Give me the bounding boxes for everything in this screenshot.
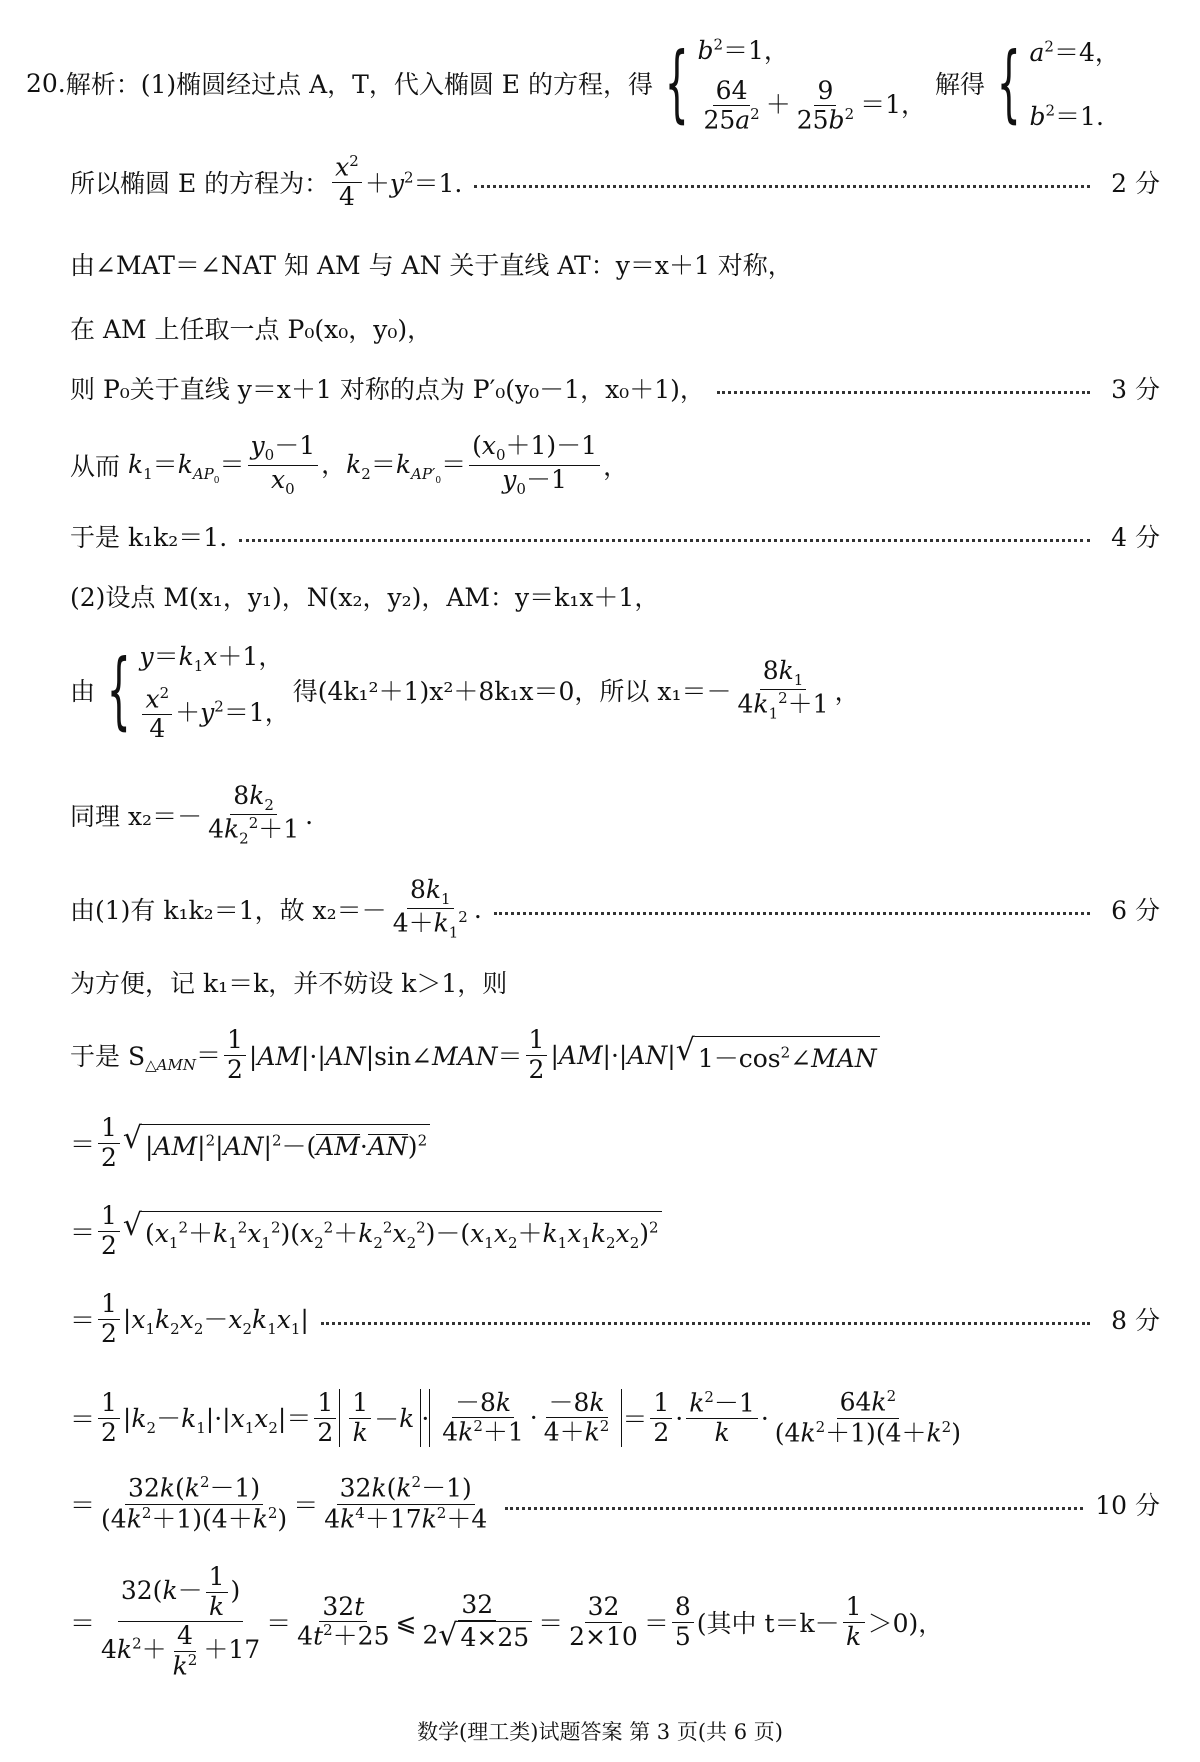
line-18: ＝ $\frac{32k(k^2-1)}{(4k^2+1)(4+k^2)}$ ＝ $\frac{32k(k^2-1)}{4k^4+17k^2+4}$ 10 分 [70,1473,1160,1533]
line-1-mid: 解得 [935,70,986,99]
score-6: 6 分 [1111,896,1160,925]
line-19: ＝ 32(k－ $\frac{1}{k}$ ) $4k^2+$ $\frac{4}{k^2}$ ＋17 ＝ $\frac{32t}{4t^2+25}$ ⩽ 32 2 √ 4×25 ＝ $\frac{32}{2\times 10}$ ＝ $\frac{8}{5}$ (其中 t＝k－ $\frac{1}{k}$ ＞0)， [70,1561,944,1681]
score-10: 10 分 [1095,1491,1160,1520]
line-9-text: 由 [70,677,96,706]
page-footer: 数学(理工类)试题答案 第 3 页(共 6 页) [417,1720,783,1744]
line-17: ＝ $\frac{1}{2}$ $|k_2-k_1|\cdot|x_1x_2|=$ $\frac{1}{2}$ $\frac{1}{k}$ － k · $\frac{-8k}{4k^2+1}$ · $\frac{-8k}{4+k^2}$ ＝ $\frac{1}{2}$ · $\frac{k^2-1}{k}$ · $\frac{64k^2}{(4k^2+1)(4+k^2)}$ [70,1387,961,1447]
line-8-text: (2)设点 M(x₁，y₁)，N(x₂，y₂)，AM：y＝k₁x＋1， [70,583,660,612]
line-11: 由(1)有 k₁k₂＝1，故 x₂＝－ $\frac{8k_1}{4+k_1^2}$ . 6 分 [70,875,1160,942]
line-7-text: 于是 k₁k₂＝1. [70,523,228,552]
score-4: 4 分 [1111,523,1160,552]
line-3-text: 由∠MAT＝∠NAT 知 AM 与 AN 关于直线 AT：y＝x＋1 对称， [70,251,793,280]
line-13: 于是 S $_{\triangle AMN}$＝ $\frac{1}{2}$ |AM|·|AN|sin∠MAN＝ $\frac{1}{2}$ |AM|·|AN| √ $1-\cos^2\angle MAN$ [70,1020,1160,1090]
line-16: ＝ $\frac{1}{2}$ $|x_1k_2x_2-x_2k_1x_1|$ 8 分 [70,1288,1160,1348]
line-1-text: 解析：(1)椭圆经过点 A，T，代入椭圆 E 的方程，得 [65,70,653,99]
line-9-mid: 得(4k₁²＋1)x²＋8k₁x＝0，所以 x₁＝－ [292,677,732,706]
line-6: 从而 $k_1=k_{AP_0}=$ $\frac{y_0-1}{x_0}$ ，$k_2=k_{AP'_0}=$ $\frac{(x_0+1)-1}{y_0-1}$ ， [70,431,629,498]
line-4 [70,310,1160,346]
equation-system-3: { $y=k_1x+1$， $\frac{x^2}{4}$ $+y^2=1$， [106,640,290,743]
line-3 [70,246,1160,282]
line-2: 所以椭圆 E 的方程为： $\frac{x^2}{4}$ $+y^2=1$. 2 分 [70,151,1160,211]
line-10: 同理 x₂＝－ $\frac{8k_2}{4k_2^2+1}$ . [70,781,314,848]
line-6-text: 从而 [70,452,121,481]
line-7 [70,518,1160,554]
line-13-text: 于是 S [70,1042,146,1071]
line-9: 由 { $y=k_1x+1$， $\frac{x^2}{4}$ $+y^2=1$， 得(4k₁²＋1)x²＋8k₁x＝0，所以 x₁＝－ $\frac{8k_1}{4k_1^2+1}$ ， [70,635,1160,745]
line-15: ＝ $\frac{1}{2}$ √ $(x_1^2+k_1^2x_1^2)(x_2^2+k_2^2x_2^2)-(x_1x_2+k_1x_1k_2x_2)^2$ [70,1196,1160,1266]
score-8: 8 分 [1111,1306,1160,1335]
score-3: 3 分 [1111,375,1160,404]
equation-system-2: { $a^2=4$， $b^2=1$. [996,34,1120,132]
line-11-text: 由(1)有 k₁k₂＝1，故 x₂＝－ [70,896,387,925]
line-1 [26,28,1160,138]
line-8 [70,578,1160,614]
problem-number: 20. [26,68,66,98]
line-2-text: 所以椭圆 E 的方程为： [70,169,330,198]
line-19-note-end: ＞0)， [867,1609,944,1638]
equation-system-1: { $b^2=1$， $\frac{64}{25a^2}$ ＋ $\frac{9}{25b^2}$ ＝1， [664,33,927,135]
line-4-text: 在 AM 上任取一点 P₀(x₀，y₀)， [70,315,433,344]
line-12 [70,964,1160,1000]
line-19-note: (其中 t＝k－ [696,1609,840,1638]
score-2: 2 分 [1111,169,1160,198]
line-10-text: 同理 x₂＝－ [70,802,203,831]
line-5 [70,370,1160,406]
line-12-text: 为方便，记 k₁＝k，并不妨设 k＞1，则 [70,969,508,998]
line-14: ＝ $\frac{1}{2}$ √ $|AM|^2|AN|^2-(AM\cdot AN)^2$ [70,1108,1160,1178]
line-5-text: 则 P₀关于直线 y＝x＋1 对称的点为 P′₀(y₀－1，x₀＋1)， [70,375,705,404]
